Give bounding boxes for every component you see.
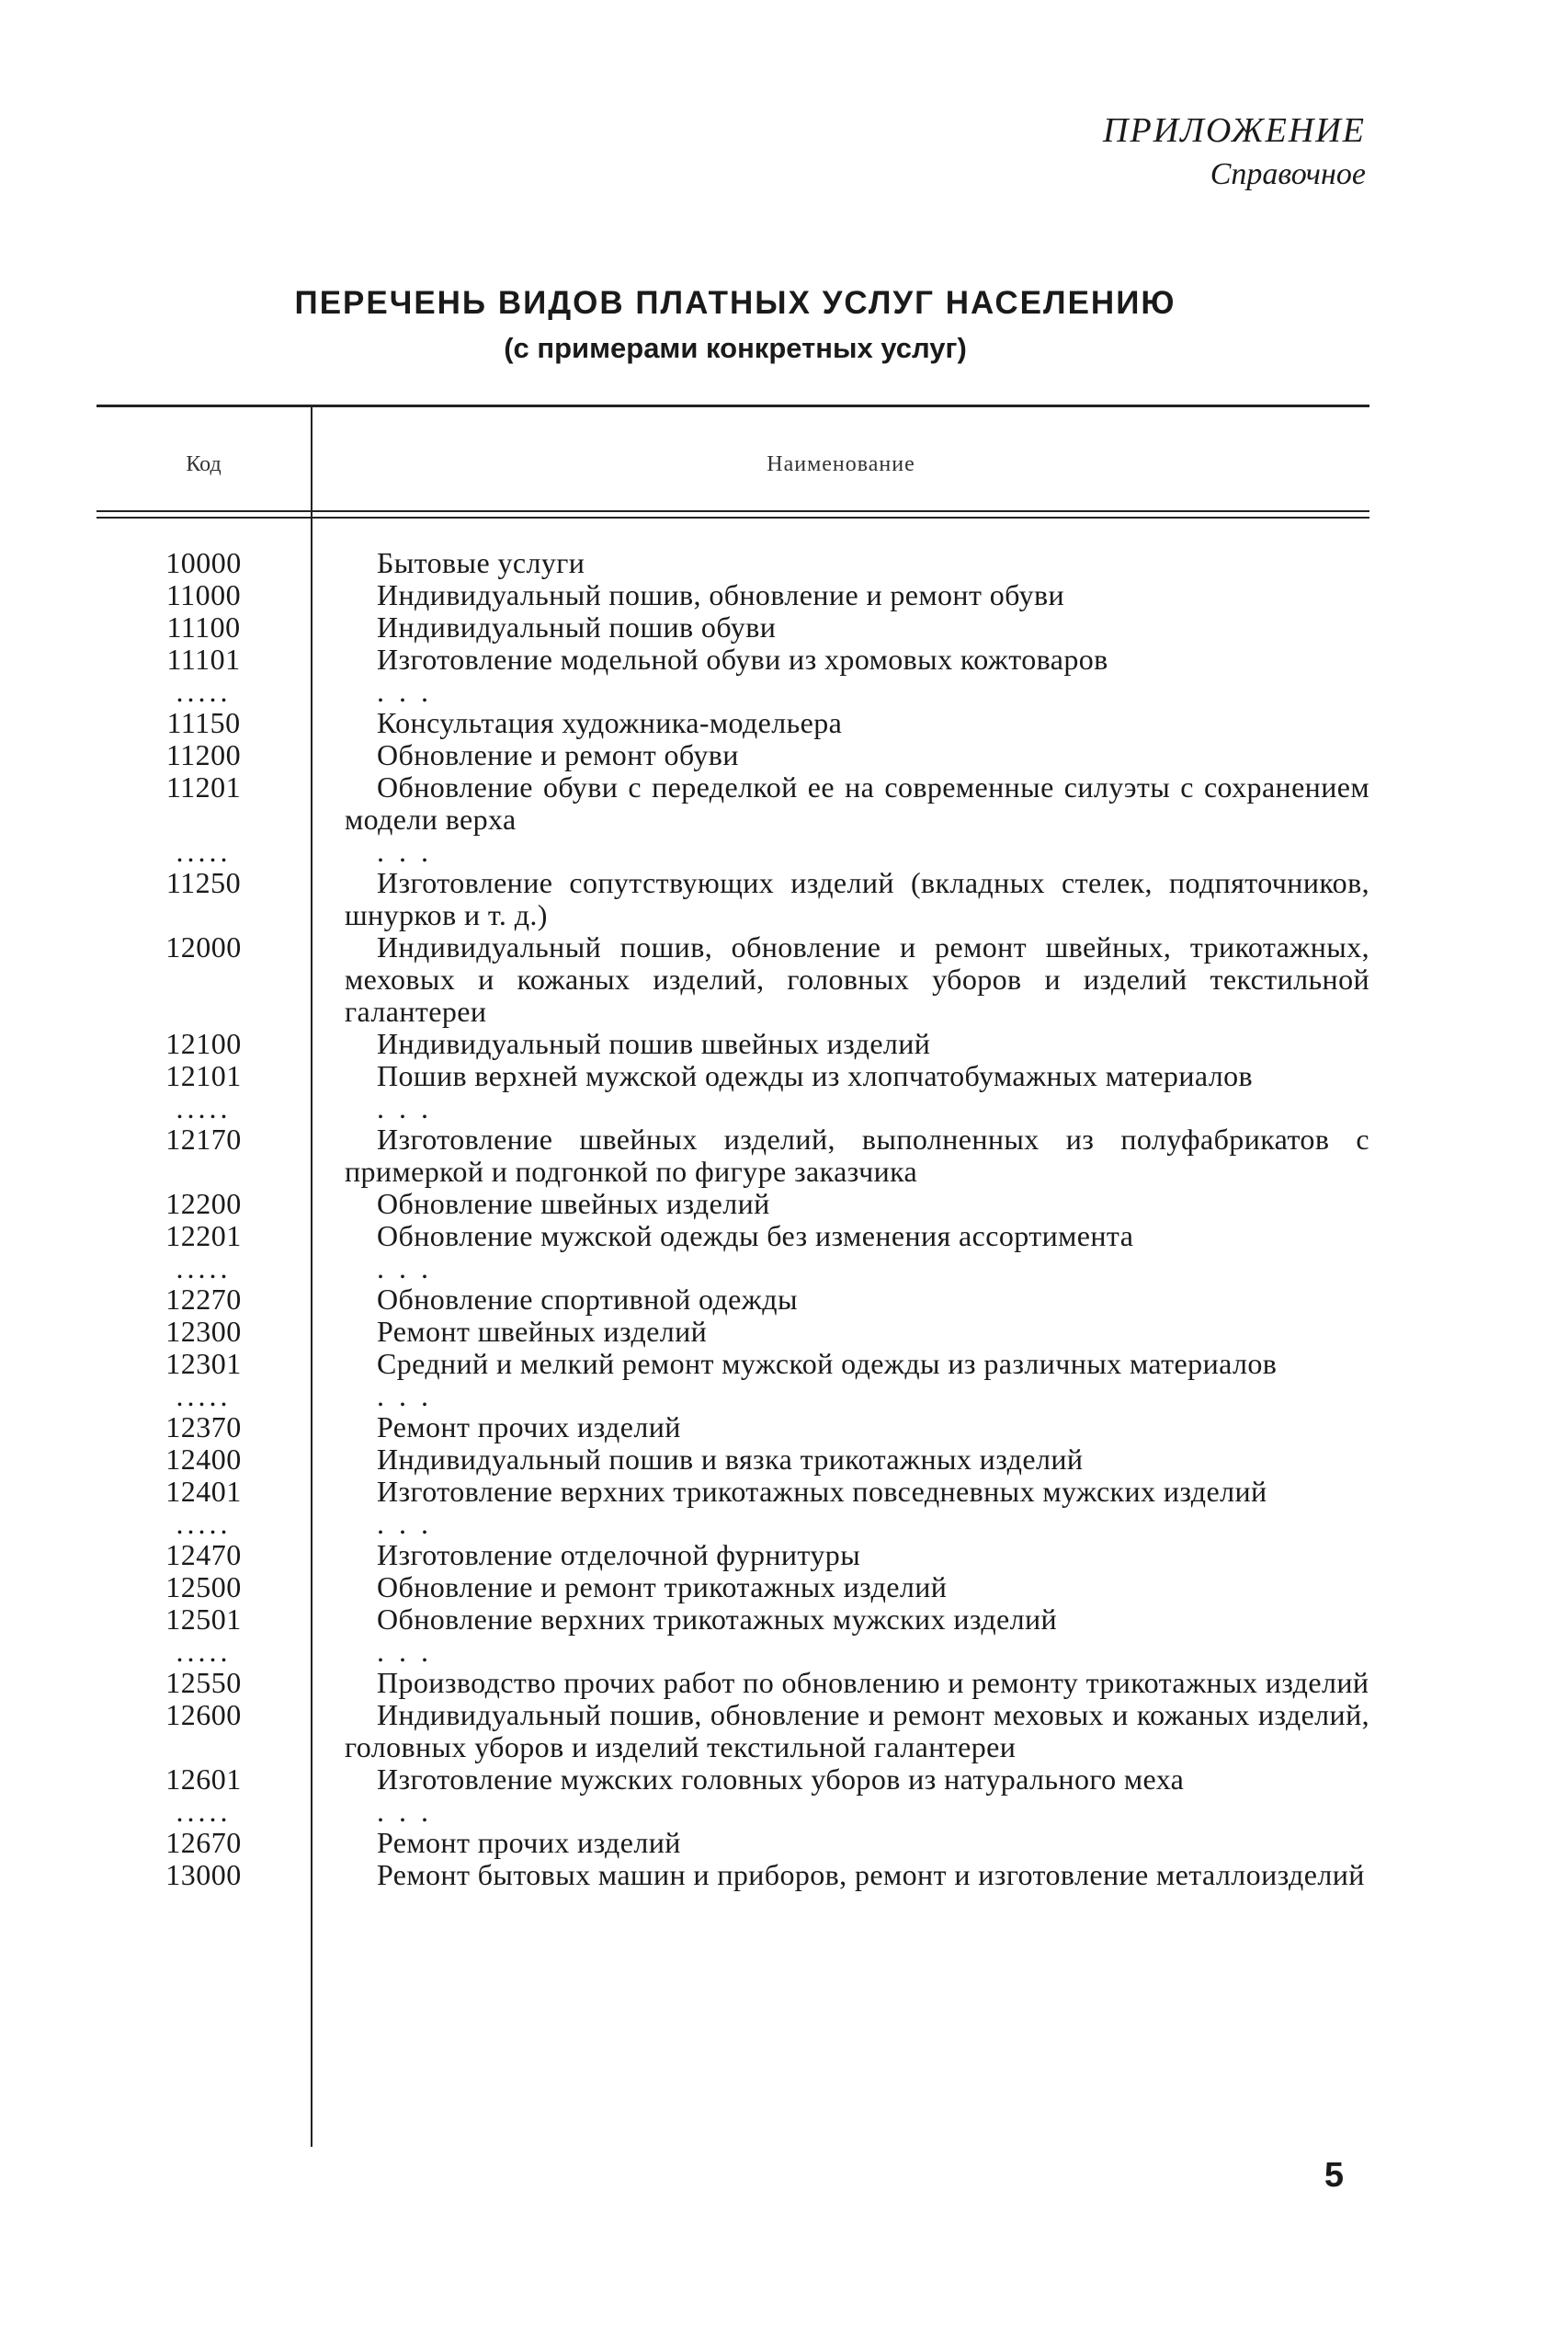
- appendix-subtitle: Справочное: [1210, 157, 1366, 191]
- service-code: 11250: [165, 866, 242, 899]
- document-title: [92, 280, 1379, 369]
- header-code: Код: [186, 452, 222, 476]
- table-row: [97, 1283, 1369, 1316]
- header-rule: [97, 510, 1369, 512]
- title-main: ПЕРЕЧЕНЬ ВИДОВ ПЛАТНЫХ УСЛУГ НАСЕЛЕНИЮ: [294, 285, 1176, 321]
- table-row: [97, 1060, 1369, 1092]
- service-name: Обновление верхних трикотажных мужских изделий: [377, 1603, 1058, 1636]
- table-row: [97, 1252, 1369, 1283]
- service-code: 12000: [165, 930, 242, 964]
- table-row: [97, 579, 1369, 611]
- table-row: [97, 676, 1369, 707]
- service-name: Средний и мелкий ремонт мужской одежды из различных материалов: [377, 1347, 1278, 1380]
- table-row: [97, 644, 1369, 676]
- title-sub: (с примерами конкретных услуг): [504, 332, 967, 364]
- service-name: Ремонт прочих изделий: [377, 1826, 681, 1859]
- table-row: [97, 1380, 1369, 1411]
- service-code: .....: [176, 1251, 232, 1284]
- table-row: [97, 547, 1369, 579]
- service-name: Обновление швейных изделий: [377, 1187, 770, 1220]
- service-name: . . .: [377, 1379, 432, 1412]
- service-name: Изготовление модельной обуви из хромовых кожтоваров: [377, 643, 1108, 676]
- services-table: [97, 547, 1369, 1891]
- table-row: [97, 836, 1369, 867]
- table-row: [97, 1571, 1369, 1603]
- service-name: Индивидуальный пошив, обновление и ремонт швейных, трикотажных, меховых и кожаных изделий, головных уборов и изделий текстильной галантереи: [345, 930, 1369, 1028]
- service-code: 12200: [165, 1187, 242, 1220]
- service-code: 12201: [165, 1219, 242, 1252]
- service-name: Ремонт прочих изделий: [377, 1410, 681, 1443]
- table-row: [97, 1859, 1369, 1891]
- service-code: .....: [176, 1091, 232, 1124]
- table-row: [97, 1476, 1369, 1508]
- service-name: Пошив верхней мужской одежды из хлопчатобумажных материалов: [377, 1059, 1254, 1092]
- service-name: Индивидуальный пошив и вязка трикотажных изделий: [377, 1443, 1084, 1476]
- service-name: Обновление и ремонт обуви: [377, 738, 739, 771]
- service-name: . . .: [377, 1635, 432, 1668]
- service-code: 10000: [165, 546, 242, 579]
- service-code: 12170: [165, 1123, 242, 1156]
- service-code: 13000: [165, 1858, 242, 1891]
- service-code: 12550: [165, 1666, 242, 1699]
- table-row: [97, 1827, 1369, 1859]
- service-name: Обновление обуви с переделкой ее на современные силуэты с сохранением модели верха: [345, 770, 1369, 836]
- service-name: Индивидуальный пошив, обновление и ремонт обуви: [377, 578, 1065, 611]
- service-code: 11201: [165, 770, 242, 804]
- table-row: [97, 1699, 1369, 1763]
- header-rule-double: [97, 517, 1369, 519]
- service-code: .....: [176, 675, 232, 708]
- table-row: [97, 1220, 1369, 1252]
- service-code: 12101: [165, 1059, 242, 1092]
- table-row: [97, 1763, 1369, 1796]
- service-code: 12370: [165, 1410, 242, 1443]
- table-row: [97, 1539, 1369, 1571]
- service-code: 12301: [165, 1347, 242, 1380]
- service-name: . . .: [377, 835, 432, 868]
- table-row: [97, 1028, 1369, 1060]
- table-row: [97, 1316, 1369, 1348]
- table-row: [97, 1508, 1369, 1539]
- service-name: Индивидуальный пошив обуви: [377, 610, 777, 644]
- service-name: Ремонт бытовых машин и приборов, ремонт и изготовление металлоизделий: [377, 1858, 1365, 1891]
- service-code: .....: [176, 1795, 232, 1828]
- service-name: Обновление спортивной одежды: [377, 1283, 798, 1316]
- appendix-label: [1103, 108, 1366, 197]
- table-row: [97, 1411, 1369, 1443]
- service-name: Консультация художника-модельера: [377, 706, 843, 739]
- table-row: [97, 1443, 1369, 1476]
- table-row: [97, 1092, 1369, 1124]
- service-name: Обновление и ремонт трикотажных изделий: [377, 1570, 948, 1603]
- table-row: [97, 1667, 1369, 1699]
- service-name: Изготовление швейных изделий, выполненных из полуфабрикатов с примеркой и подгонкой по фигуре заказчика: [345, 1123, 1369, 1188]
- table-row: [97, 707, 1369, 739]
- service-name: . . .: [377, 1507, 432, 1540]
- table-row: [97, 1348, 1369, 1380]
- service-code: 12270: [165, 1283, 242, 1316]
- service-name: Производство прочих работ по обновлению и ремонту трикотажных изделий: [377, 1666, 1369, 1699]
- service-code: 12100: [165, 1027, 242, 1060]
- service-code: .....: [176, 1379, 232, 1412]
- service-name: . . .: [377, 1795, 432, 1828]
- service-code: .....: [176, 835, 232, 868]
- table-row: [97, 1796, 1369, 1827]
- service-name: Изготовление отделочной фурнитуры: [377, 1538, 861, 1571]
- table-row: [97, 1124, 1369, 1188]
- table-top-rule: [97, 405, 1369, 407]
- service-code: 12401: [165, 1475, 242, 1508]
- service-code: .....: [176, 1635, 232, 1668]
- appendix-title: ПРИЛОЖЕНИЕ: [1103, 111, 1366, 150]
- service-name: Индивидуальный пошив швейных изделий: [377, 1027, 931, 1060]
- service-code: .....: [176, 1507, 232, 1540]
- service-code: 12601: [165, 1762, 242, 1796]
- service-code: 11000: [165, 578, 242, 611]
- service-code: 12470: [165, 1538, 242, 1571]
- table-row: [97, 611, 1369, 644]
- service-code: 11101: [166, 643, 241, 676]
- service-code: 12670: [165, 1826, 242, 1859]
- service-code: 11200: [165, 738, 242, 771]
- service-code: 12300: [165, 1315, 242, 1348]
- service-name: Изготовление мужских головных уборов из натурального меха: [377, 1762, 1185, 1796]
- service-name: Изготовление верхних трикотажных повседневных мужских изделий: [377, 1475, 1267, 1508]
- header-name: Наименование: [767, 452, 915, 476]
- service-name: . . .: [377, 1251, 432, 1284]
- service-code: 11100: [166, 610, 241, 644]
- service-name: Изготовление сопутствующих изделий (вкладных стелек, подпяточников, шнурков и т. д.): [345, 866, 1369, 931]
- service-code: 11150: [166, 706, 241, 739]
- service-code: 12500: [165, 1570, 242, 1603]
- service-name: Ремонт швейных изделий: [377, 1315, 708, 1348]
- service-code: 12501: [165, 1603, 242, 1636]
- service-code: 12600: [165, 1698, 242, 1731]
- service-code: 12400: [165, 1443, 242, 1476]
- table-row: [97, 1188, 1369, 1220]
- table-row: [97, 771, 1369, 836]
- service-name: Индивидуальный пошив, обновление и ремонт меховых и кожаных изделий, головных уборов и изделий текстильной галантереи: [345, 1698, 1369, 1763]
- service-name: . . .: [377, 1091, 432, 1124]
- table-row: [97, 1603, 1369, 1636]
- service-name: . . .: [377, 675, 432, 708]
- table-row: [97, 931, 1369, 1028]
- table-row: [97, 867, 1369, 931]
- service-name: Бытовые услуги: [377, 546, 585, 579]
- table-row: [97, 739, 1369, 771]
- page-number: 5: [1324, 2156, 1344, 2195]
- table-row: [97, 1636, 1369, 1667]
- service-name: Обновление мужской одежды без изменения ассортимента: [377, 1219, 1134, 1252]
